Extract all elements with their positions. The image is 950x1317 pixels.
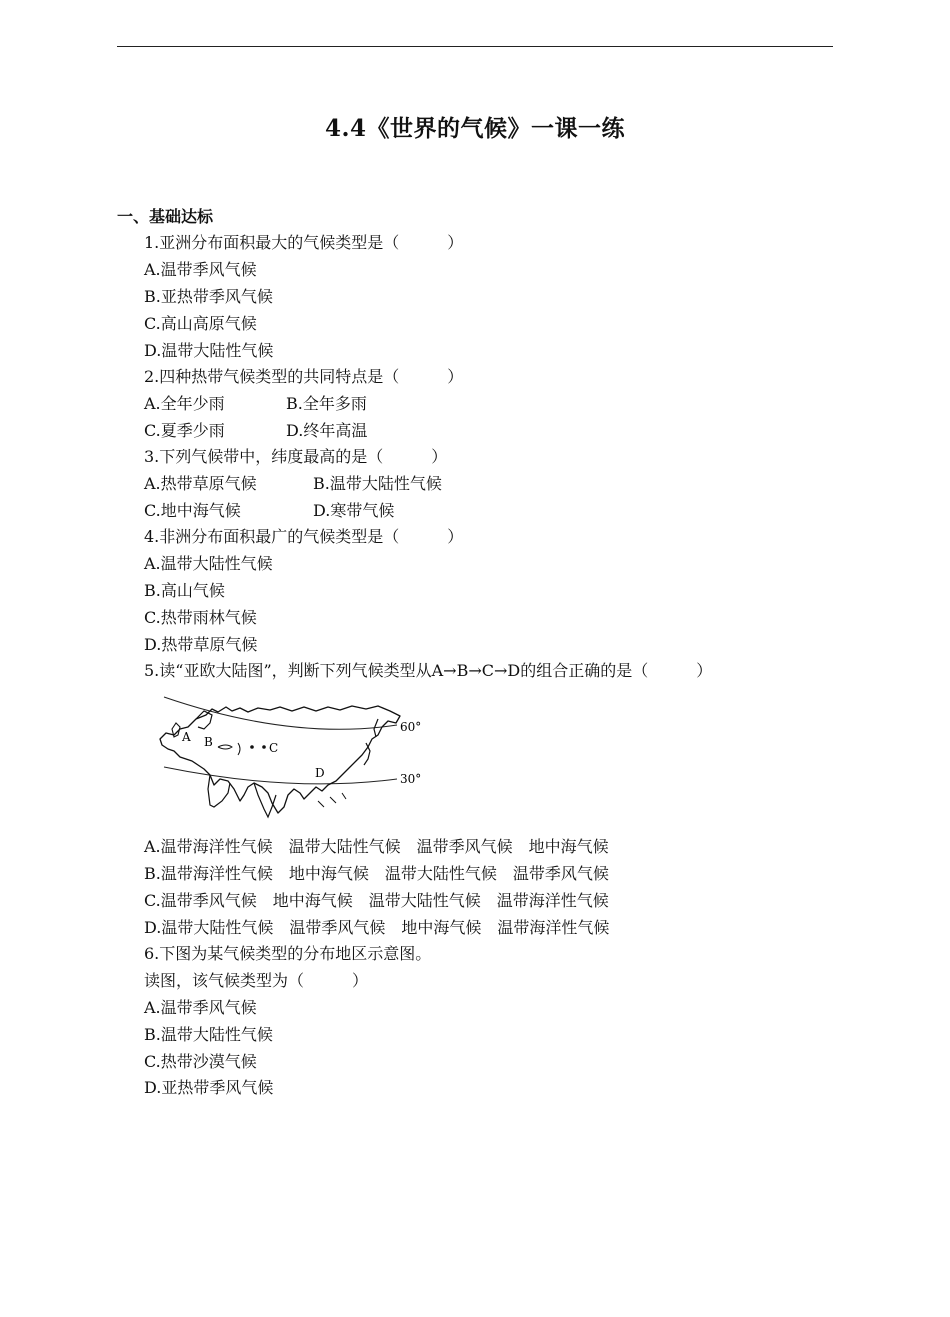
question-4-option-b: B.高山气候 [144,581,225,600]
question-4-option-a: A.温带大陆性气候 [144,554,273,573]
question-4-stem: 4.非洲分布面积最广的气候类型是（ ） [144,527,464,546]
question-1-option-a: A.温带季风气候 [144,260,257,279]
latitude-60-label: 60° [400,720,422,734]
eurasia-coastline [160,706,400,813]
latitude-line-60 [164,697,397,729]
scandinavia [196,711,212,729]
question-2-stem: 2.四种热带气候类型的共同特点是（ ） [144,367,464,386]
point-b-marker [250,745,254,749]
question-6-stem: 6.下图为某气候类型的分布地区示意图。 [144,944,432,963]
question-6-sub-stem: 读图，该气候类型为（ ） [144,971,369,990]
question-5-option-b: B.温带海洋性气候 地中海气候 温带大陆性气候 温带季风气候 [144,864,609,883]
latitude-30-label: 30° [400,772,422,786]
question-5-option-a: A.温带海洋性气候 温带大陆性气候 温带季风气候 地中海气候 [144,837,609,856]
question-2-option-b: B.全年多雨 [286,394,367,413]
question-5-stem: 5.读“亚欧大陆图”，判断下列气候类型从A→B→C→D的组合正确的是（ ） [144,661,713,680]
question-4-option-c: C.热带雨林气候 [144,608,257,627]
question-6-option-d: D.亚热带季风气候 [144,1078,274,1097]
question-3-stem: 3.下列气候带中，纬度最高的是（ ） [144,447,448,466]
question-3-option-a: A.热带草原气候 [144,474,257,493]
question-1-stem: 1.亚洲分布面积最大的气候类型是（ ） [144,233,464,252]
question-3-option-d: D.寒带气候 [313,501,395,520]
question-6-option-b: B.温带大陆性气候 [144,1025,273,1044]
question-5-option-d: D.温带大陆性气候 温带季风气候 地中海气候 温带海洋性气候 [144,918,610,937]
question-1-option-d: D.温带大陆性气候 [144,341,274,360]
question-2-option-c: C.夏季少雨 [144,421,225,440]
question-6-option-a: A.温带季风气候 [144,998,257,1017]
japan-islands [364,743,370,765]
question-3-option-b: B.温带大陆性气候 [313,474,442,493]
header-rule [117,46,833,47]
page-title: 4.4《世界的气候》一课一练 [324,115,625,142]
point-a-label: A [182,730,191,744]
question-1-option-b: B.亚热带季风气候 [144,287,273,306]
latitude-line-30 [164,767,397,784]
question-3-option-c: C.地中海气候 [144,501,241,520]
point-c-marker [262,745,266,749]
point-b-label: B [204,735,213,749]
question-2-option-a: A.全年少雨 [144,394,225,413]
question-1-option-c: C.高山高原气候 [144,314,257,333]
question-6-option-c: C.热带沙漠气候 [144,1052,257,1071]
section-heading: 一、基础达标 [117,207,214,226]
eurasia-map [152,689,427,831]
point-d-label: D [315,766,325,780]
point-c-label: C [269,741,279,755]
southeast-asia-islands [318,793,346,807]
question-4-option-d: D.热带草原气候 [144,635,258,654]
question-5-option-c: C.温带季风气候 地中海气候 温带大陆性气候 温带海洋性气候 [144,891,609,910]
black-sea [218,745,232,749]
indian-peninsula [254,783,276,817]
caspian-sea [238,743,240,755]
question-2-option-d: D.终年高温 [286,421,368,440]
british-isles [172,723,180,737]
